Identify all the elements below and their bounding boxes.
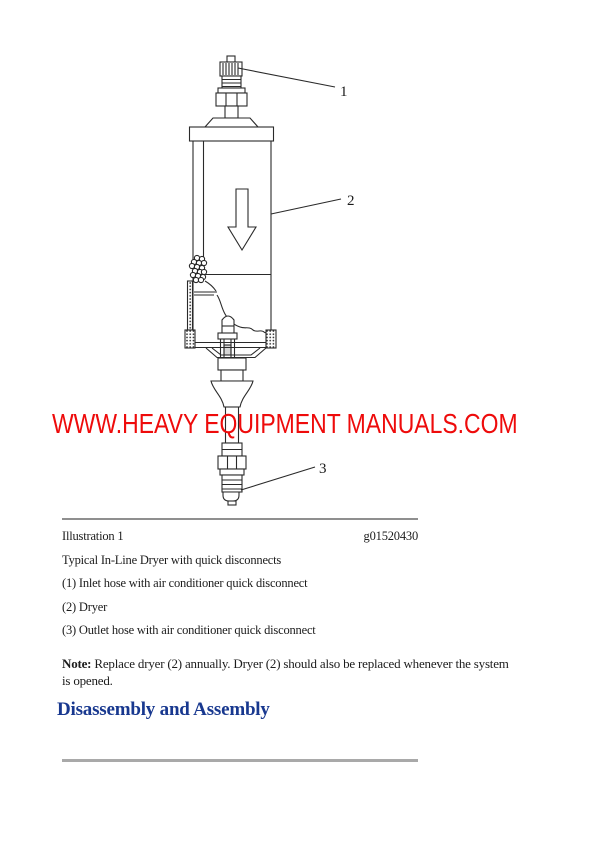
inlet-quick-disconnect bbox=[190, 56, 274, 141]
caption-title: Typical In-Line Dryer with quick disconnects bbox=[62, 553, 282, 567]
note-label: Note: bbox=[62, 656, 92, 671]
caption-item: (3) Outlet hose with air conditioner quick disconnect bbox=[62, 623, 316, 637]
leader-line-2 bbox=[271, 199, 341, 214]
flow-arrow bbox=[228, 189, 256, 250]
callout-2-label: 2 bbox=[347, 193, 355, 209]
leader-line-3 bbox=[241, 467, 315, 490]
caption-item: (2) Dryer bbox=[62, 600, 108, 614]
section-heading: Disassembly and Assembly bbox=[57, 699, 270, 720]
canister-cutaway bbox=[185, 281, 276, 358]
caption-header bbox=[62, 529, 418, 544]
callout-3-label: 3 bbox=[319, 461, 327, 477]
callout-1-label: 1 bbox=[340, 84, 348, 100]
desiccant-beads bbox=[189, 255, 206, 282]
caption-item: (1) Inlet hose with air conditioner quick disconnect bbox=[62, 576, 308, 590]
note-paragraph bbox=[62, 656, 514, 690]
illustration-label: Illustration 1 bbox=[62, 529, 124, 543]
watermark-text: WWW.HEAVY EQUIPMENT MANUALS.COM bbox=[52, 408, 518, 439]
note-text: Replace dryer (2) annually. Dryer (2) should also be replaced whenever the system is opened. bbox=[62, 656, 509, 688]
dryer-canister bbox=[193, 141, 271, 331]
caption-divider bbox=[62, 518, 418, 520]
leader-line-1 bbox=[238, 68, 335, 87]
illustration-code: g01520430 bbox=[363, 529, 418, 543]
section-divider bbox=[62, 759, 418, 762]
